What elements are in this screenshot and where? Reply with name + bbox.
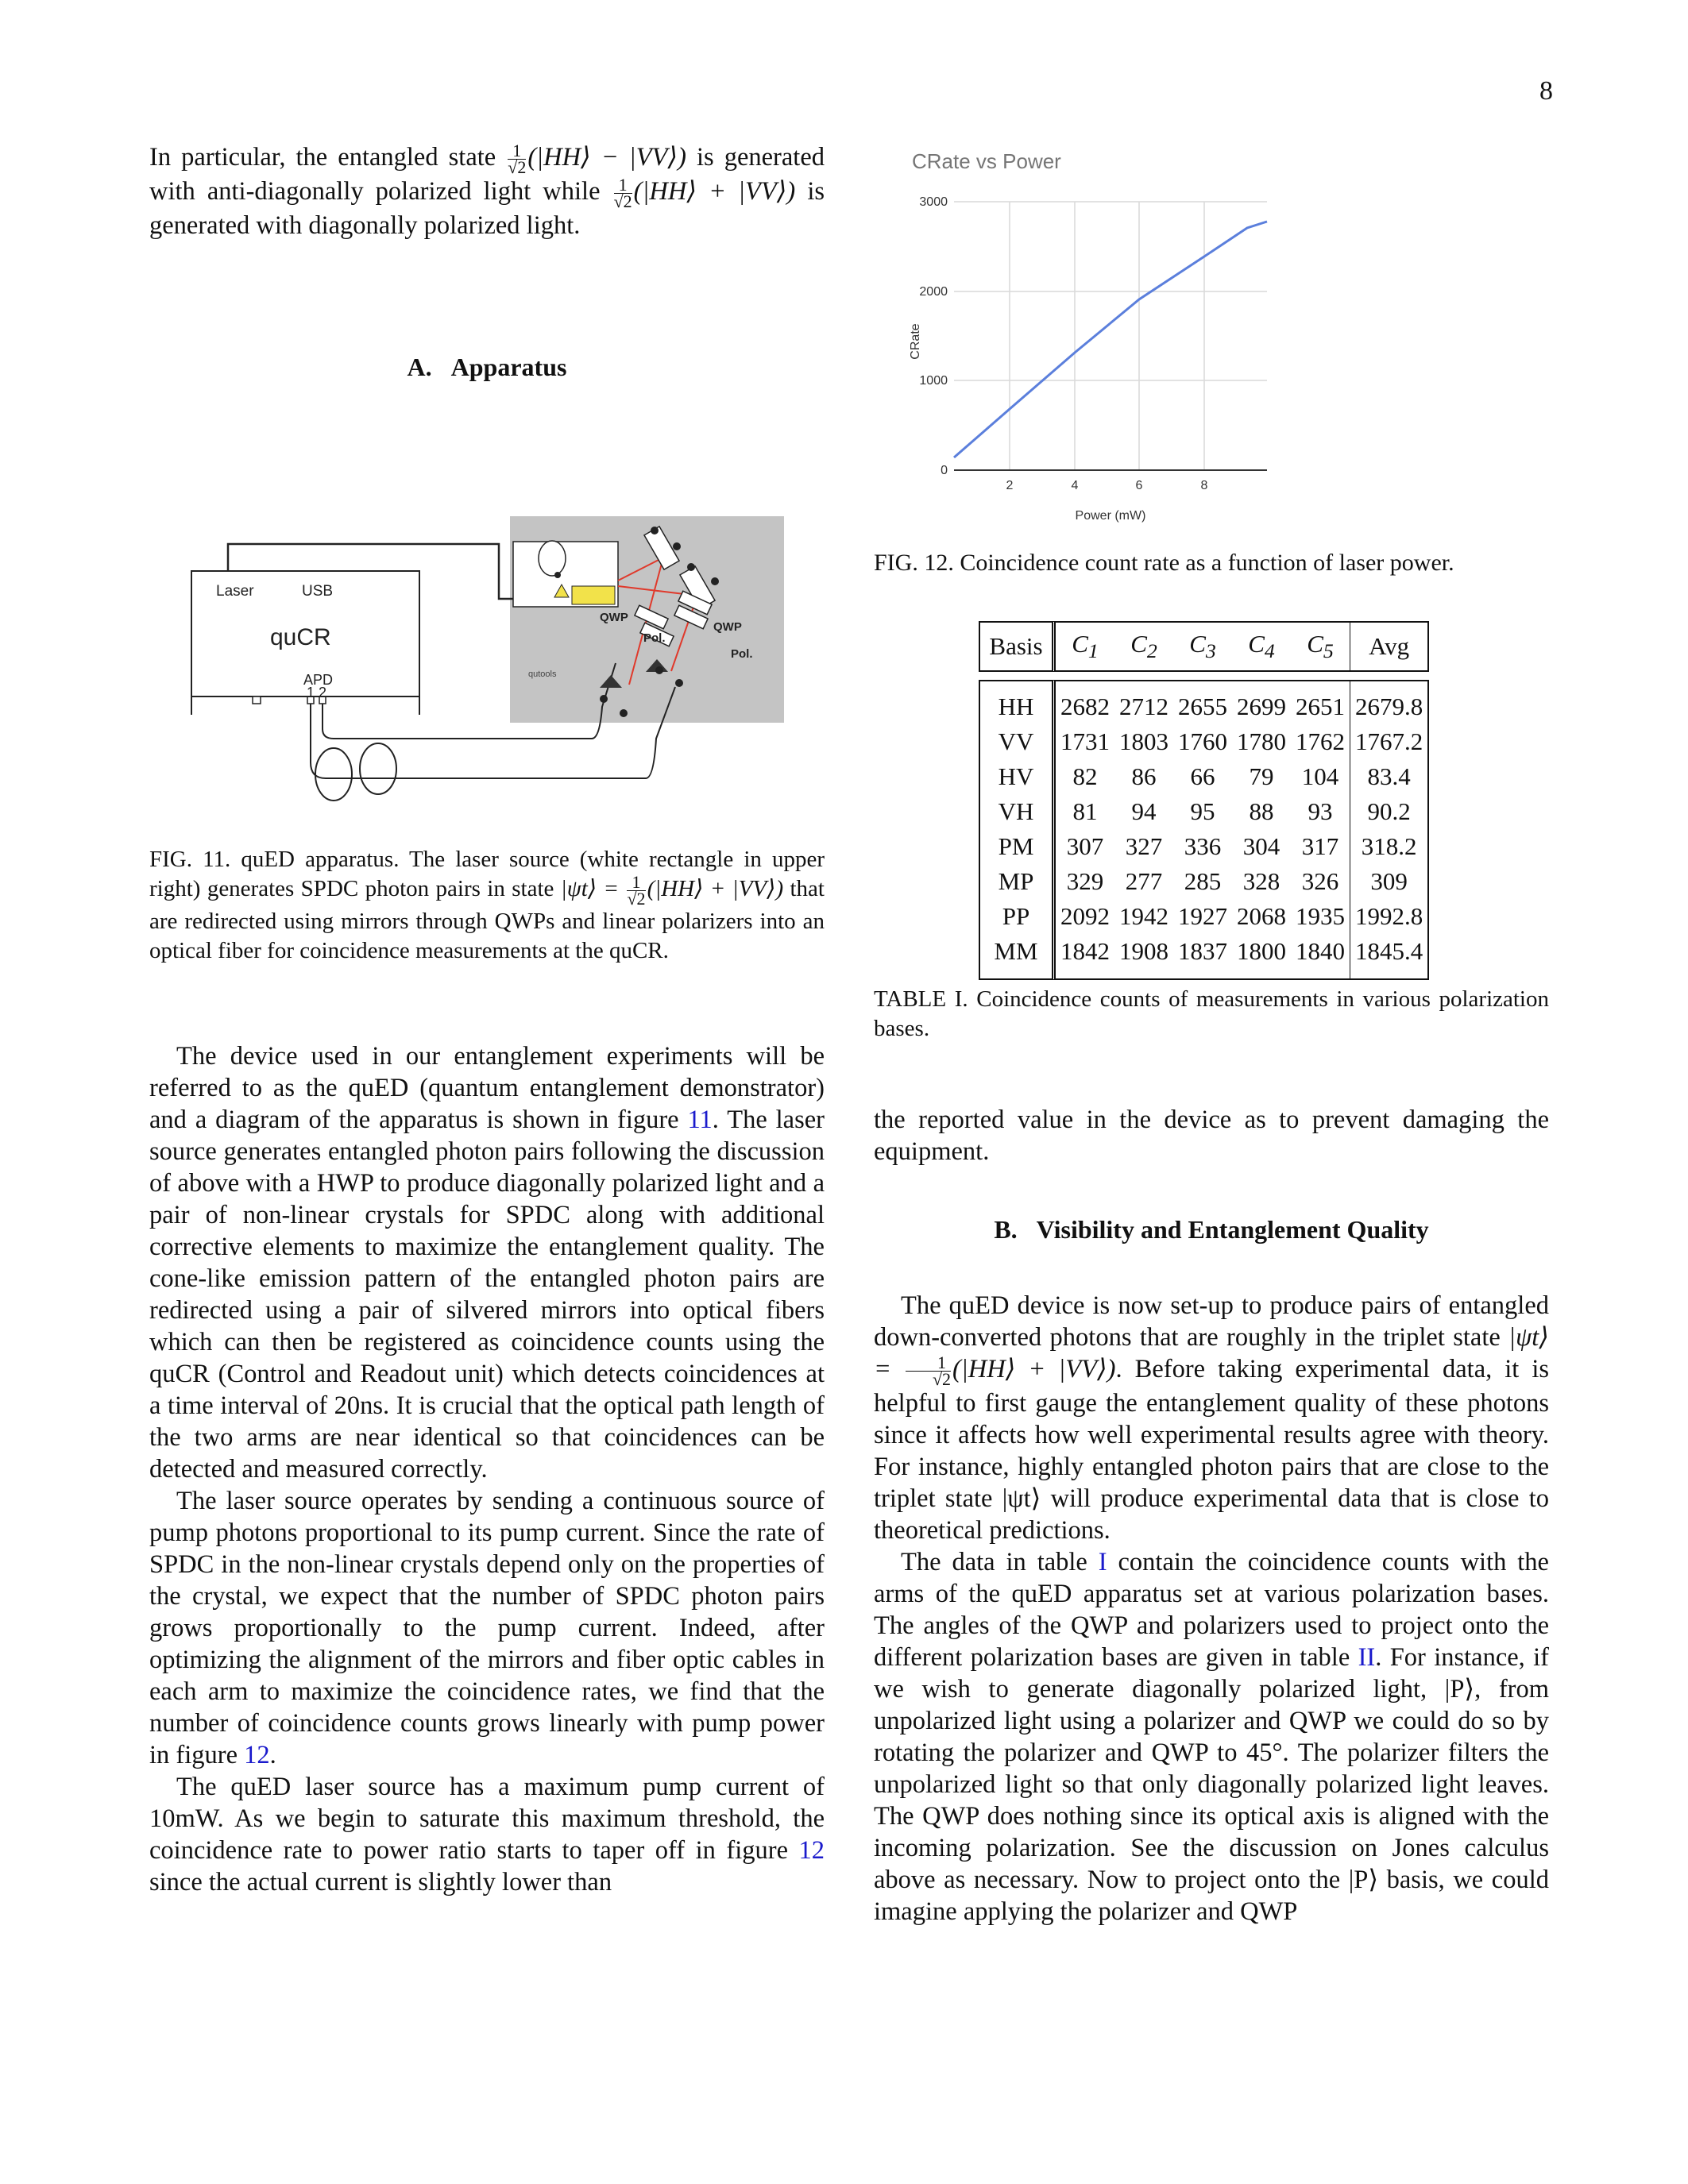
section-heading-a: A. Apparatus — [407, 353, 567, 381]
table-row: VV 1731 1803 1760 1780 1762 1767.2 — [979, 724, 1429, 759]
svg-text:3000: 3000 — [919, 195, 948, 209]
chart-plot — [890, 143, 1557, 524]
svg-text:2000: 2000 — [919, 285, 948, 299]
svg-text:0: 0 — [941, 464, 948, 477]
figure-11-link[interactable]: 11 — [687, 1106, 713, 1134]
intro-text-before: In particular, the entangled state — [149, 143, 507, 172]
table-1-caption: TABLE I. Coincidence counts of measurements in various polarization bases. — [874, 986, 1549, 1041]
state-minus: (|HH⟩ − |VV⟩) — [527, 143, 686, 172]
fiber-coil — [360, 743, 396, 794]
svg-text:4: 4 — [1071, 479, 1079, 492]
laser-port-label: Laser — [216, 583, 254, 600]
apd-ports: 1 2 — [307, 685, 327, 700]
svg-text:1000: 1000 — [919, 374, 948, 388]
table-row: VH 81 94 95 88 93 90.2 — [979, 794, 1429, 829]
chart-title: CRate vs Power — [912, 149, 1061, 173]
x-axis-label: Power (mW) — [1075, 509, 1146, 523]
table-row: HH 2682 2712 2655 2699 2651 2679.8 — [979, 680, 1429, 724]
svg-text:6: 6 — [1135, 479, 1143, 492]
table-row: PP 2092 1942 1927 2068 1935 1992.8 — [979, 899, 1429, 934]
table-row: MP 329 277 285 328 326 309 — [979, 864, 1429, 899]
gridlines — [954, 202, 1267, 470]
coincidence-table — [979, 621, 1429, 980]
pol-left-label: Pol. — [643, 631, 666, 645]
table-1-link[interactable]: I — [1098, 1548, 1107, 1577]
table-row: MM 1842 1908 1837 1800 1840 1845.4 — [979, 934, 1429, 980]
table-header-row: Basis $C_1$ $C_2$ $C_3$ $C_4$ $C_5$ Avg — [979, 621, 1429, 672]
paragraph: The quED laser source has a maximum pump current of 10mW. As we begin to saturate this maximum threshold, the coincidence rate to power ratio starts to taper off in figure 12 since the actual current is slightly lower than — [149, 1773, 825, 1897]
intro-paragraph: In particular, the entangled state $\frac{1}{√2}$ (|HH⟩ − |VV⟩) is generated with anti-diagonally polarized light while $\frac{1}{√2}$ (|HH⟩ + |VV⟩) is generated with diagonally polarized light. — [149, 141, 825, 241]
qwp-right-label: QWP — [713, 620, 742, 634]
usb-port-label: USB — [302, 583, 334, 600]
fiber-coil — [315, 748, 352, 801]
state-plus: (|HH⟩ + |VV⟩) — [633, 177, 796, 206]
crate-vs-power-chart — [890, 143, 1557, 524]
pol-right-label: Pol. — [731, 647, 753, 661]
page-number: 8 — [1539, 76, 1553, 106]
apd-label: APD — [303, 672, 334, 688]
table-2-link[interactable]: II — [1358, 1643, 1376, 1673]
fraction: $\frac{1}{√2}$ — [508, 141, 527, 178]
table-row: HV 82 86 66 79 104 83.4 — [979, 759, 1429, 794]
qucr-label: quCR — [270, 624, 331, 650]
svg-text:8: 8 — [1200, 479, 1208, 492]
section-heading-b: B. Visibility and Entanglement Quality — [994, 1215, 1429, 1244]
body-left — [149, 1040, 825, 1898]
brand-logo: qutools — [528, 669, 557, 679]
paragraph: The quED device is now set-up to produce pairs of entangled down-converted photons that are roughly in the triplet state |ψt⟩ = $\frac{1}{√2}$ (|HH⟩ + |VV⟩). Before taking experimental data, it is helpful to first gauge the entanglement quality of these photons since it affects how well experimental results agree with theory. For instance, highly entangled photon pairs that are close to the triplet state |ψt⟩ will produce experimental data that is close to theoretical predictions. — [874, 1291, 1550, 1545]
y-axis-label: CRate — [909, 323, 922, 360]
paragraph: The device used in our entanglement experiments will be referred to as the quED (quantum entanglement demonstrator) and a diagram of the apparatus is shown in figure 11. The laser source generates entangled photon pairs following the discussion of above with a HWP to produce diagonally polarized light and a pair of non-linear crystals for SPDC along with additional corrective elements to maximize the entanglement quality. The cone-like emission pattern of the entangled photon pairs are redirected using a pair of silvered mirrors into optical fibers which can then be registered as coincidence counts using the quCR (Control and Readout unit) which detects coincidences at a time interval of 20ns. It is crucial that the optical path length of the two arms are near identical so that coincidences can be detected and measured correctly. — [149, 1042, 825, 1484]
figure-12-link[interactable]: 12 — [798, 1836, 825, 1865]
figure-12-link[interactable]: 12 — [244, 1741, 270, 1769]
continuation-paragraph: the reported value in the device as to prevent damaging the equipment. — [874, 1106, 1549, 1166]
svg-text:2: 2 — [1006, 479, 1014, 492]
paragraph: The laser source operates by sending a continuous source of pump photons proportional to its pump current. Since the rate of SPDC in the non-linear crystals depend only on the properties of the crystal, we expect that the number of SPDC photon pairs grows proportionally to the pump current. Indeed, after optimizing the alignment of the mirrors and fiber optic cables in each arm to maximize the coincidence rates, we find that the number of coincidence counts grows linearly with pump power in figure 12. — [149, 1487, 825, 1769]
figure-11-caption: FIG. 11. quED apparatus. The laser source (white rectangle in upper right) generates SPDC photon pairs in state |ψt⟩ = $\frac{1}{√2}$ (|HH⟩ + |VV⟩) that are redirected using mirrors through QWPs and linear polarizers into an optical fiber for coincidence measurements at the quCR. — [149, 847, 825, 963]
qwp-left-label: QWP — [600, 611, 628, 624]
body-right — [874, 1290, 1549, 1927]
crate-line — [954, 222, 1267, 457]
paragraph: The data in table I contain the coincidence counts with the arms of the quED apparatus set at various polarization bases. The angles of the QWP and polarizers used to project onto the different polarization bases are given in table II. For instance, if we wish to generate diagonally polarized light, |P⟩, from unpolarized light using a polarizer and QWP we could do so by rotating the polarizer and QWP to 45°. The polarizer filters the unpolarized light so that only diagonally polarized light leaves. The QWP does nothing since its optical axis is aligned with the incoming polarization. See the discussion on Jones calculus above as necessary. Now to project onto the |P⟩ basis, we could imagine applying the polarizer and QWP — [874, 1548, 1549, 1927]
table-row: PM 307 327 336 304 317 318.2 — [979, 829, 1429, 864]
apparatus-diagram — [183, 500, 786, 818]
fraction: $\frac{1}{√2}$ — [613, 175, 632, 212]
figure-12-caption: FIG. 12. Coincidence count rate as a function of laser power. — [874, 550, 1454, 576]
laser-indicator — [572, 586, 615, 604]
